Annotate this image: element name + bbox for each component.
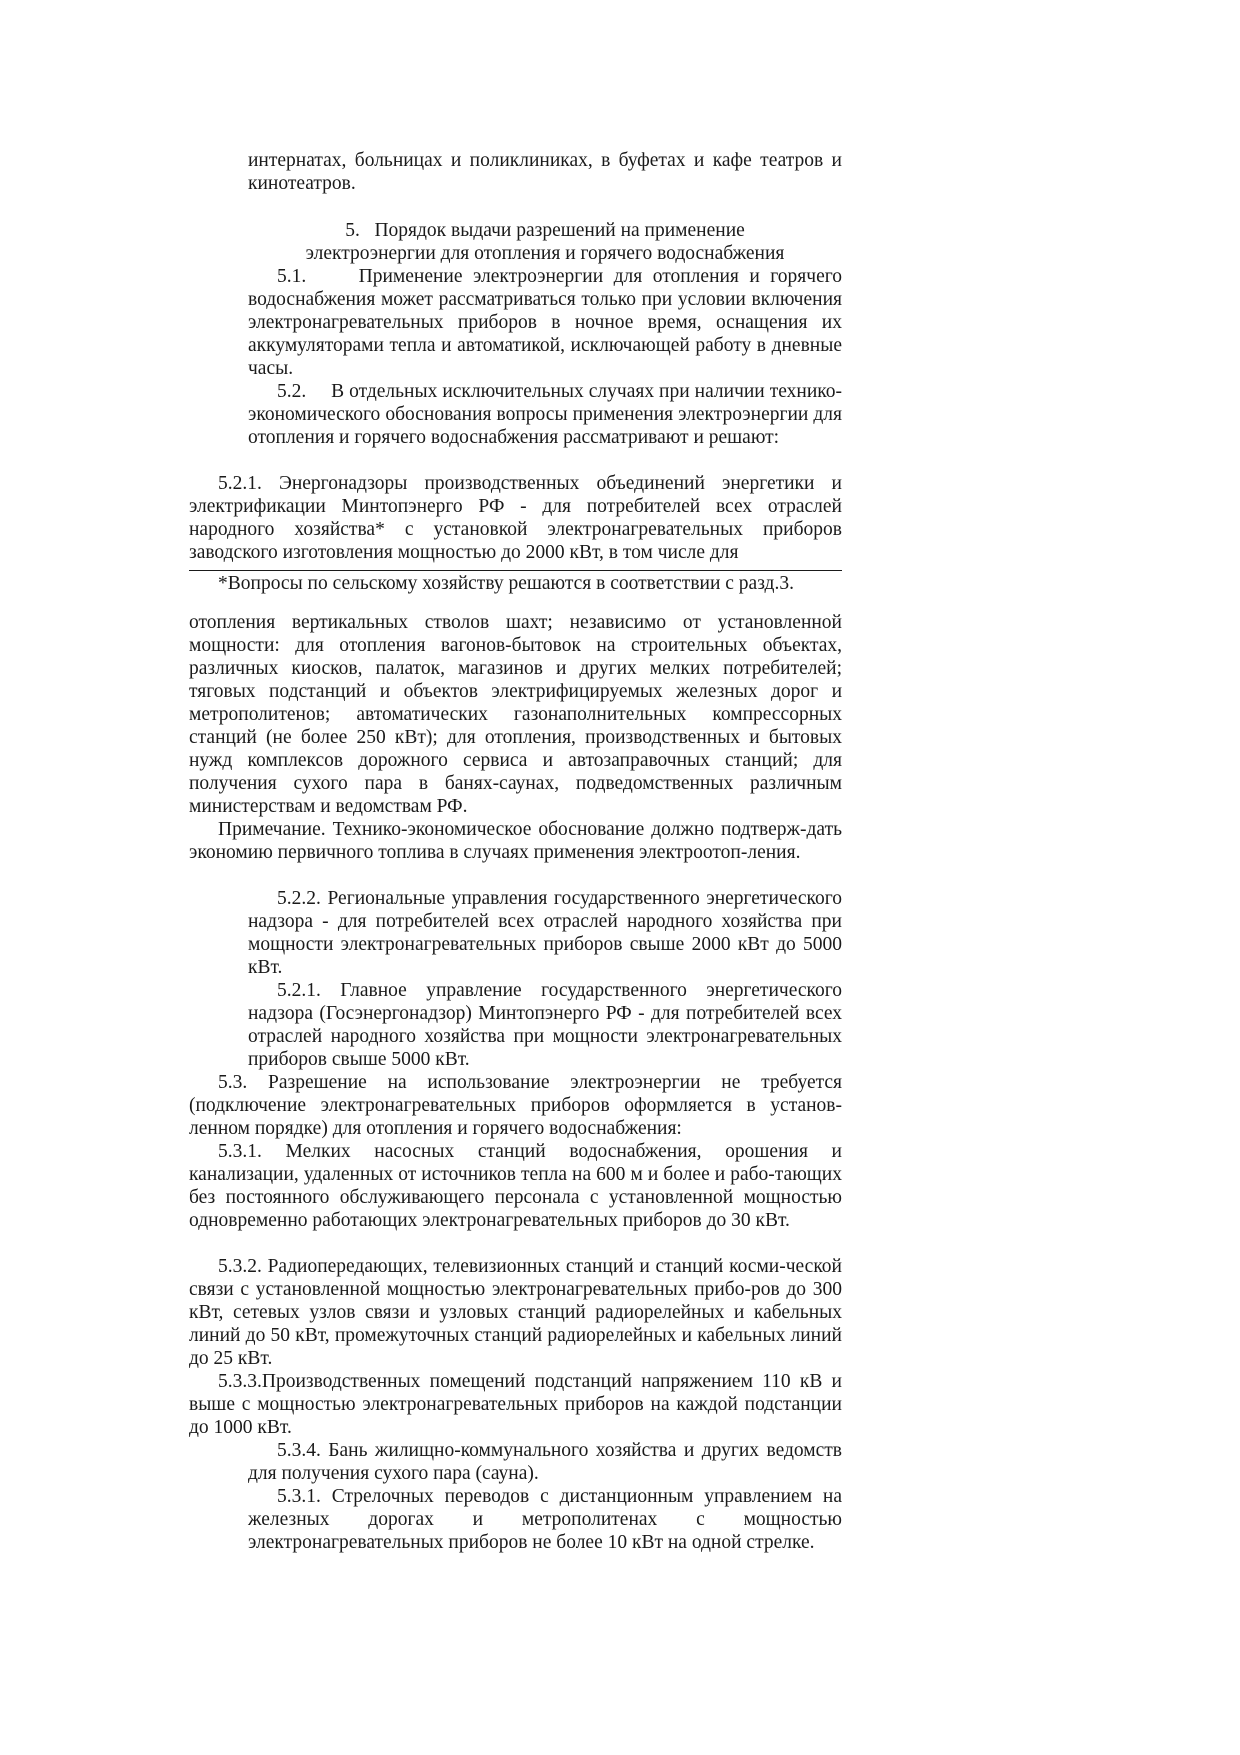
- paragraph-continuation: отопления вертикальных стволов шахт; независимо от установленной мощности: для отопления вагонов-бытовок на строительных объектах, различных киосков, палаток, магазинов и других мелких потребителей; тяговых подстанций и объектов электрифицируемых железных дорог и метрополитенов; автоматических газонаполнительных компрессорных станций (не более 250 кВт); для отопления, производственных и бытовых нужд комплексов дорожного сервиса и автозаправочных станций; для получения сухого пара в банях-саунах, подведомственных различным министерствам и ведомствам РФ.: [189, 612, 842, 817]
- section-5-heading-line1: 5. Порядок выдачи разрешений на применение: [345, 220, 745, 241]
- paragraph-5-2: 5.2. В отдельных исключительных случаях при наличии технико-экономического обоснования вопросы применения электроэнергии для отопления и горячего водоснабжения рассматривают и решают:: [248, 381, 847, 448]
- paragraph-note: Примечание. Технико-экономическое обоснование должно подтверж-дать экономию первичного топлива в случаях применения электроотоп-ления.: [189, 819, 842, 863]
- paragraph-5-3-4: 5.3.4. Бань жилищно-коммунального хозяйства и других ведомств для получения сухого пара (сауна).: [248, 1440, 842, 1484]
- paragraph-5-1: 5.1. Применение электроэнергии для отопления и горячего водоснабжения может рассматриваться только при условии включения электронагревательных приборов в ночное время, оснащения их аккумуляторами тепла и автоматикой, исключающей работу в дневные часы.: [248, 266, 847, 379]
- paragraph-5-2-1-main-directorate: 5.2.1. Главное управление государственного энергетического надзора (Госэнергонадзор) Минтопэнерго РФ - для потребителей всех отраслей народного хозяйства при мощности электронагревательных приборов свыше 5000 кВт.: [248, 980, 842, 1070]
- section-5-heading: [248, 219, 842, 265]
- paragraph-5-2-1: 5.2.1. Энергонадзоры производственных объединений энергетики и электрификации Минтопэнерго РФ - для потребителей всех отраслей народного хозяйства* с установкой электронагревательных приборов заводского изготовления мощностью до 2000 кВт, в том числе для: [189, 473, 842, 563]
- paragraph-5-3-1: 5.3.1. Мелких насосных станций водоснабжения, орошения и канализации, удаленных от источников тепла на 600 м и более и рабо-тающих без постоянного обслуживающего персонала с установленной мощностью одновременно работающих электронагревательных приборов до 30 кВт.: [189, 1141, 842, 1231]
- paragraph-5-3: 5.3. Разрешение на использование электроэнергии не требуется (подключение электронагревательных приборов оформляется в установ-ленном порядке) для отопления и горячего водоснабжения:: [189, 1072, 842, 1139]
- paragraph-5-3-3: 5.3.3.Производственных помещений подстанций напряжением 110 кВ и выше с мощностью электронагревательных приборов на каждой подстанции до 1000 кВт.: [189, 1371, 842, 1438]
- paragraph-5-3-2: 5.3.2. Радиопередающих, телевизионных станций и станций косми-ческой связи с установленной мощностью электронагревательных прибо-ров до 300 кВт, сетевых узлов связи и узловых станций радиорелейных и кабельных линий до 50 кВт, промежуточных станций радиорелейных и кабельных линий до 25 кВт.: [189, 1256, 842, 1369]
- paragraph-5-3-1-switches: 5.3.1. Стрелочных переводов с дистанционным управлением на железных дорогах и метрополитенах с мощностью электронагревательных приборов не более 10 кВт на одной стрелке.: [248, 1486, 842, 1553]
- paragraph-intro-continuation: интернатах, больницах и поликлиниках, в буфетах и кафе театров и кинотеатров.: [248, 150, 842, 194]
- paragraph-5-2-2: 5.2.2. Региональные управления государственного энергетического надзора - для потребителей всех отраслей народного хозяйства при мощности электронагревательных приборов свыше 2000 кВт до 5000 кВт.: [248, 888, 842, 978]
- footnote: *Вопросы по сельскому хозяйству решаются в соответствии с разд.3.: [218, 573, 794, 594]
- footnote-divider: [189, 570, 842, 571]
- section-5-heading-line2: электроэнергии для отопления и горячего водоснабжения: [305, 243, 785, 264]
